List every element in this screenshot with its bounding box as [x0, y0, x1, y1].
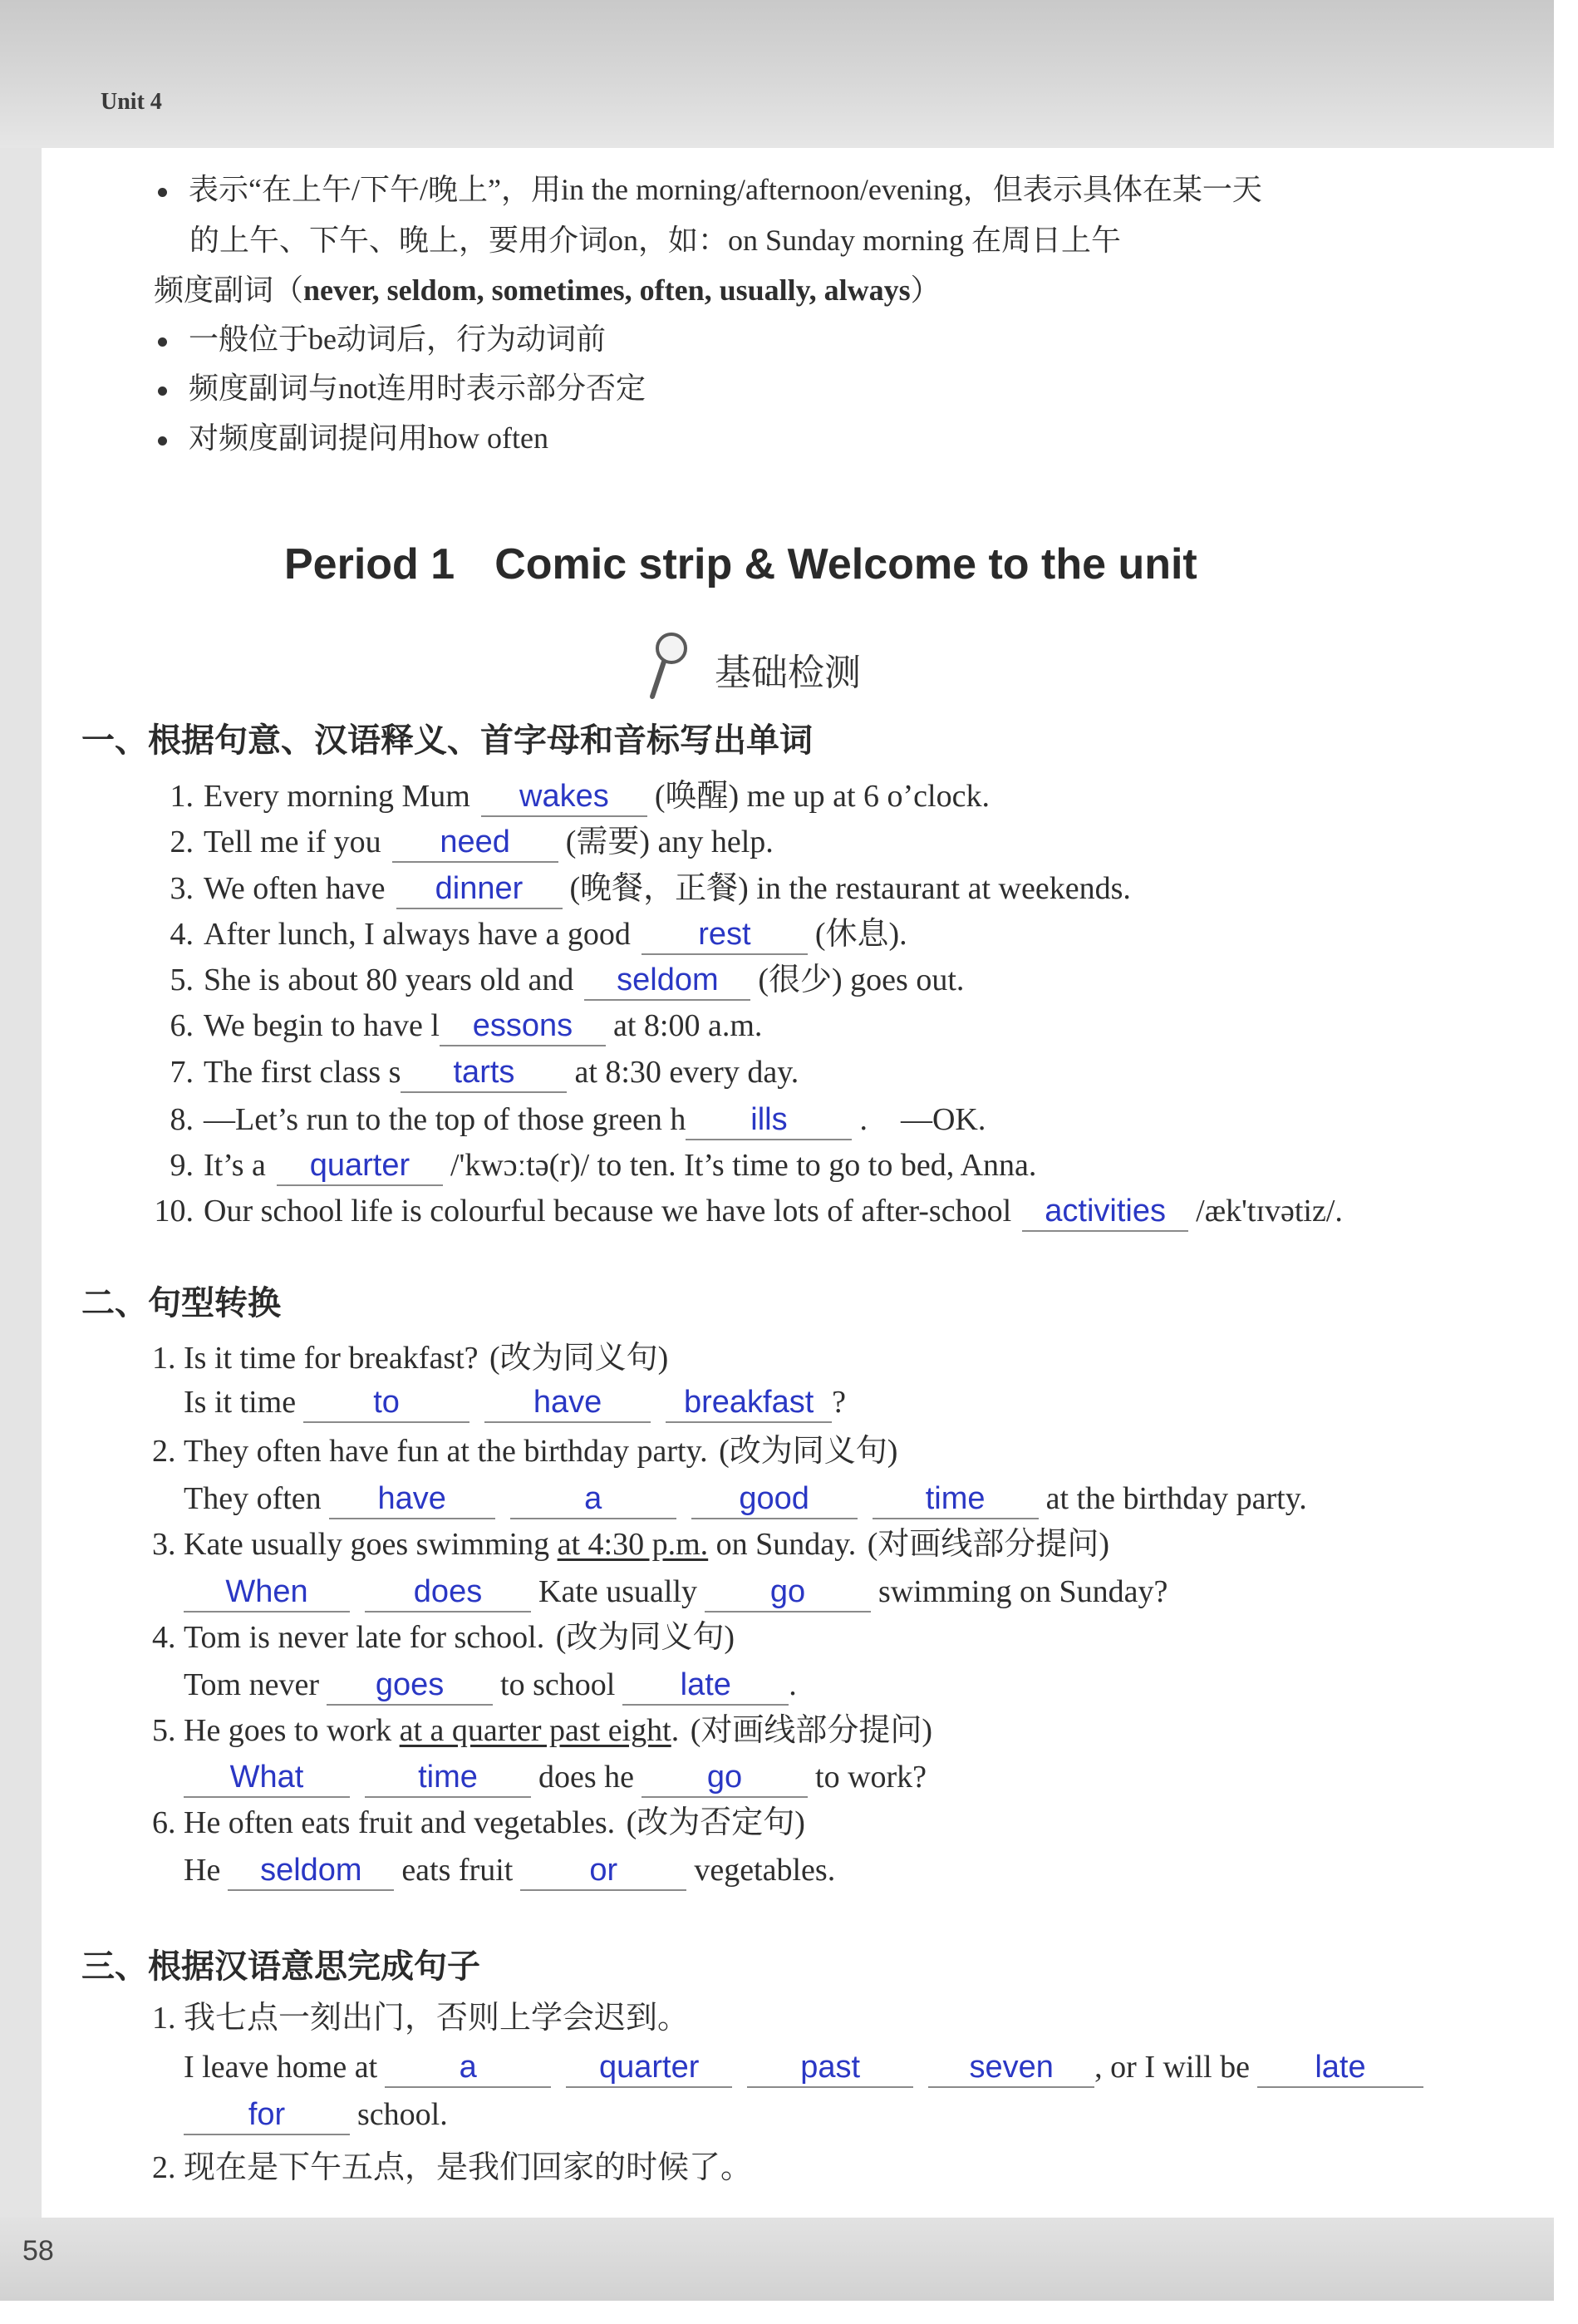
question-note: (改为同义句) [489, 1341, 669, 1376]
answer-blank: When [184, 1573, 350, 1613]
line-text: Tom never [184, 1667, 320, 1702]
chinese-sentence: 我七点一刻出门，否则上学会迟到。 [184, 2001, 690, 2036]
answer-blank: have [484, 1383, 651, 1423]
section3-heading: 三、根据汉语意思完成句子 [81, 1947, 480, 1986]
item-text: (休息). [814, 917, 907, 952]
exercise-item [145, 865, 1131, 912]
answer-line [184, 1662, 797, 1708]
answer-blank: or [520, 1851, 686, 1891]
question-text: They often have fun at the birthday party. [184, 1434, 708, 1469]
note-text: 表示“在上午/下午/晚上”，用in the morning/afternoon/evening，但表示具体在某一天 [189, 173, 1262, 206]
bottom-gray-band [0, 2218, 1554, 2301]
item-number: 5. [152, 1713, 176, 1748]
answer-blank: a [510, 1480, 676, 1519]
answer-line [184, 1379, 846, 1425]
item-number: 2. [152, 2150, 176, 2185]
answer-blank: ills [686, 1100, 852, 1140]
item-text: We often have [204, 871, 386, 906]
answer-blank: have [329, 1480, 495, 1519]
item-reply: —OK. [900, 1102, 986, 1137]
item-number: 4. [152, 1620, 176, 1655]
bullet-dot [158, 337, 167, 347]
item-text: —Let’s run to the top of those green h [204, 1102, 686, 1137]
line-text: Kate usually [538, 1574, 698, 1609]
item-text: Every morning Mum [204, 779, 470, 814]
answer-line [184, 1568, 1168, 1615]
item-number: 4. [170, 917, 194, 952]
question-text: Tom is never late for school. [184, 1620, 545, 1655]
question-line [152, 1614, 735, 1661]
note-text: 的上午、下午、晚上，要用介词on，如：on Sunday morning 在周日上午 [189, 224, 1121, 257]
line-text: to school [500, 1667, 616, 1702]
answer-blank: essons [440, 1007, 606, 1046]
underlined-phrase: at 4:30 p.m. [557, 1527, 709, 1562]
item-text: at 8:00 a.m. [612, 1008, 763, 1043]
line-text: to work? [815, 1760, 927, 1795]
note-line-continuation [189, 217, 1121, 263]
question-text: Is it time for breakfast? [184, 1341, 479, 1376]
item-text: (很少) goes out. [758, 963, 965, 997]
question-text: . [671, 1713, 680, 1748]
magnifier-lens [657, 634, 686, 662]
question-line [152, 1707, 932, 1754]
answer-blank: does [365, 1573, 531, 1613]
answer-blank: late [1257, 2048, 1423, 2088]
line-text: They often [184, 1481, 322, 1516]
top-gray-band [0, 0, 1554, 148]
answer-blank: good [691, 1480, 858, 1519]
period-name: Comic strip & Welcome to the unit [494, 540, 1197, 588]
item-text: The first class s [204, 1055, 401, 1090]
item-text: She is about 80 years old and [204, 963, 574, 997]
item-text: It’s a [204, 1148, 266, 1183]
item-number: 1. [152, 1341, 176, 1376]
exercise-item [145, 1002, 762, 1049]
bullet-dot [158, 436, 167, 446]
magnifier-icon [645, 630, 691, 700]
note-label: 频度副词（ [154, 273, 304, 307]
item-number: 1. [170, 779, 194, 814]
answer-blank: goes [327, 1666, 493, 1706]
translation-prompt [152, 1995, 689, 2041]
exercise-item [145, 1096, 986, 1143]
answer-blank: for [184, 2095, 350, 2135]
item-text: After lunch, I always have a good [204, 917, 631, 952]
left-gray-strip [0, 148, 42, 2218]
item-number: 6. [152, 1805, 176, 1840]
line-text: Is it time [184, 1385, 297, 1420]
answer-line [184, 1475, 1307, 1522]
frequency-word-list: never, seldom, sometimes, often, usually, always [303, 273, 911, 307]
line-text: I leave home at [184, 2050, 378, 2085]
item-number: 7. [170, 1055, 194, 1090]
question-text: Kate usually goes swimming [184, 1527, 550, 1562]
item-text: We begin to have l [204, 1008, 440, 1043]
item-number: 1. [152, 2001, 176, 2036]
line-text: , or I will be [1094, 2050, 1250, 2085]
answer-blank: go [705, 1573, 871, 1613]
bullet-dot [158, 188, 167, 197]
exercise-item [145, 1188, 1343, 1234]
item-text: Our school life is colourful because we have lots of after-school [204, 1194, 1012, 1228]
item-text: (需要) any help. [565, 825, 774, 859]
line-text: eats fruit [401, 1853, 514, 1888]
item-number: 5. [170, 963, 194, 997]
item-text: (唤醒) me up at 6 o’clock. [654, 779, 990, 814]
item-number: 2. [152, 1434, 176, 1469]
line-text: does he [538, 1760, 635, 1795]
answer-blank: a [385, 2048, 551, 2088]
answer-blank: quarter [566, 2048, 732, 2088]
note-text: 对频度副词提问用how often [189, 421, 548, 455]
answer-blank: tarts [401, 1053, 567, 1093]
item-text: . [859, 1102, 868, 1137]
exercise-item [145, 957, 964, 1003]
exercise-item [145, 819, 774, 865]
note-line-time-of-day [154, 166, 1262, 213]
magnifier-handle [652, 662, 664, 697]
question-line [152, 1800, 805, 1846]
item-number: 9. [170, 1148, 194, 1183]
answer-blank: rest [642, 915, 808, 955]
period-title [284, 535, 1197, 593]
item-text: /'kwɔːtə(r)/ to ten. It’s time to go to bed, Anna. [450, 1148, 1037, 1183]
page-number: 58 [22, 2235, 54, 2267]
exercise-item [145, 911, 907, 958]
line-text: vegetables. [694, 1853, 836, 1888]
item-text: Tell me if you [204, 825, 381, 859]
answer-blank: dinner [396, 869, 563, 909]
section2-heading: 二、句型转换 [81, 1284, 281, 1322]
chinese-sentence: 现在是下午五点，是我们回家的时候了。 [184, 2150, 753, 2185]
item-number: 3. [170, 871, 194, 906]
note-frequency-adverbs [154, 267, 941, 313]
item-text: (晚餐，正餐) in the restaurant at weekends. [569, 871, 1131, 906]
translation-prompt [152, 2144, 752, 2191]
exercise-item [145, 1049, 799, 1096]
line-text: at the birthday party. [1045, 1481, 1307, 1516]
practice-label: 基础检测 [715, 652, 861, 694]
section1-heading: 一、根据句意、汉语释义、首字母和音标写出单词 [81, 721, 813, 760]
line-text: swimming on Sunday? [878, 1574, 1168, 1609]
unit-header: Unit 4 [101, 89, 162, 115]
answer-line [184, 1847, 835, 1893]
note-bullet [154, 316, 606, 362]
question-note: (改为同义句) [555, 1620, 735, 1655]
note-text: 一般位于be动词后，行为动词前 [189, 323, 606, 356]
answer-blank: activities [1022, 1192, 1188, 1232]
answer-line [184, 2044, 1431, 2090]
question-line [152, 1521, 1109, 1568]
answer-blank: past [747, 2048, 913, 2088]
answer-blank: late [622, 1666, 789, 1706]
note-text: 频度副词与not连用时表示部分否定 [189, 372, 646, 405]
item-number: 2. [170, 825, 194, 859]
note-bullet [154, 365, 646, 411]
question-text: He goes to work [184, 1713, 392, 1748]
question-note: (改为否定句) [626, 1805, 805, 1840]
underlined-phrase: at a quarter past eight [399, 1713, 671, 1748]
exercise-item [145, 773, 990, 820]
answer-blank: seldom [584, 961, 750, 1001]
answer-blank: time [873, 1480, 1039, 1519]
item-text: /æk'tɪvətiz/. [1196, 1194, 1343, 1228]
question-note: (改为同义句) [719, 1434, 898, 1469]
line-text: ? [832, 1385, 846, 1420]
question-text: on Sunday. [715, 1527, 857, 1562]
line-text: . [789, 1667, 797, 1702]
answer-blank: to [303, 1383, 469, 1423]
answer-line [184, 1754, 927, 1800]
answer-blank: wakes [481, 777, 647, 817]
answer-blank: seven [928, 2048, 1094, 2088]
question-note: (对画线部分提问) [867, 1527, 1110, 1562]
period-label: Period 1 [284, 540, 455, 588]
line-text: school. [357, 2097, 448, 2132]
note-bullet [154, 415, 548, 461]
item-number: 8. [170, 1102, 194, 1137]
bullet-dot [158, 387, 167, 396]
note-close: ） [910, 273, 941, 307]
item-text: at 8:30 every day. [574, 1055, 799, 1090]
item-number: 6. [170, 1008, 194, 1043]
answer-blank: What [184, 1758, 350, 1798]
item-number: 10. [154, 1194, 194, 1228]
answer-blank: quarter [277, 1146, 443, 1186]
answer-blank: go [642, 1758, 808, 1798]
answer-blank: time [365, 1758, 531, 1798]
question-text: He often eats fruit and vegetables. [184, 1805, 616, 1840]
question-note: (对画线部分提问) [690, 1713, 933, 1748]
answer-blank: seldom [228, 1851, 394, 1891]
answer-line [184, 2091, 448, 2138]
exercise-item [145, 1142, 1036, 1189]
question-line [152, 1335, 668, 1381]
line-text: He [184, 1853, 221, 1888]
item-number: 3. [152, 1527, 176, 1562]
answer-blank: need [392, 823, 558, 863]
question-line [152, 1428, 897, 1475]
answer-blank: breakfast [666, 1383, 832, 1423]
